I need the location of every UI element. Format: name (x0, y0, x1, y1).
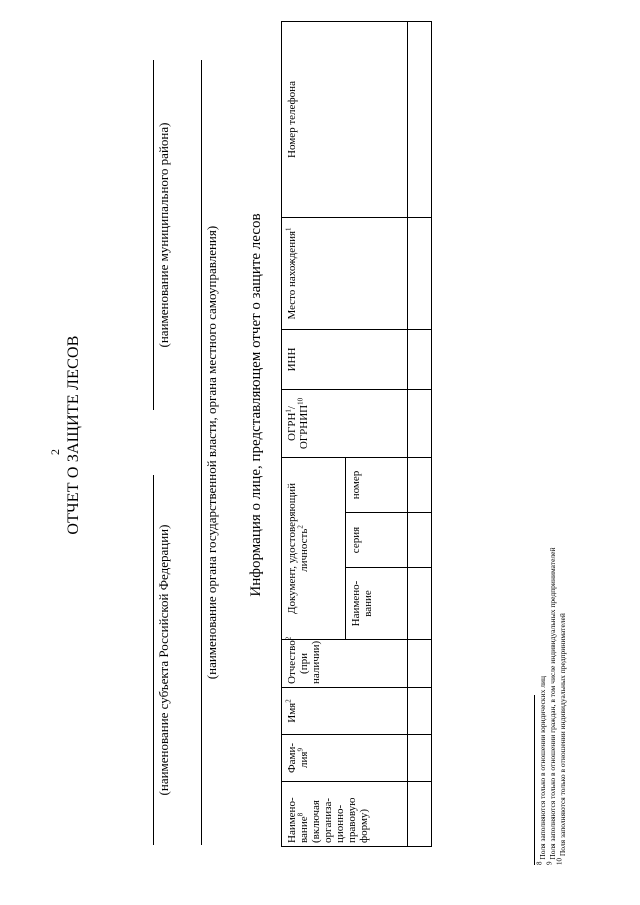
page-number: 2 (48, 449, 62, 455)
subject-line (153, 475, 154, 845)
col-patronymic: Отчество$^2$ (при наличии) (282, 640, 408, 688)
col-ogrn: ОГРН$^1$/ ОГРНИП$^{10}$ (282, 390, 408, 458)
table-cell[interactable] (408, 218, 432, 330)
table-cell[interactable] (408, 458, 432, 513)
table-cell[interactable] (408, 735, 432, 782)
authority-caption: (наименование органа государственной власти, органа местного самоуправления) (204, 225, 219, 680)
col-surname: Фами- лия$^9$ (282, 735, 408, 782)
table-cell[interactable] (408, 330, 432, 390)
col-location: Место нахождения$^1$ (282, 218, 408, 330)
table-cell[interactable] (408, 390, 432, 458)
col-phone: Номер телефона (282, 22, 408, 218)
report-title: ОТЧЕТ О ЗАЩИТЕ ЛЕСОВ (65, 335, 82, 535)
table-cell[interactable] (408, 22, 432, 218)
authority-line (201, 60, 202, 845)
col-first-name: Имя$^2$ (282, 688, 408, 735)
table-cell[interactable] (408, 568, 432, 640)
footnote-8: $^8$ Поля заполняются только в отношении юридических лиц (535, 676, 547, 865)
table-cell[interactable] (408, 782, 432, 847)
footnote-10: $^{10}$ Поля заполняются только в отношении индивидуальных предпринимателей (555, 613, 567, 865)
col-name-org: Наимено- вание$^8$ (включая организа-ционно-правовую форму) (282, 782, 408, 847)
table-row (408, 22, 432, 847)
table-cell[interactable] (408, 640, 432, 688)
footnote-9: $^9$ Поля заполняются только в отношении граждан, в том числе индивидуальных предпринимателей (545, 547, 557, 865)
section-title: Информация о лице, представляющем отчет о защите лесов (248, 213, 264, 597)
info-table (281, 21, 432, 847)
subject-caption: (наименование субъекта Российской Федерации) (156, 524, 171, 796)
col-doc-number: номер (346, 458, 408, 513)
col-inn: ИНН (282, 330, 408, 390)
footnote-rule (534, 695, 535, 865)
municipal-line (153, 60, 154, 410)
municipal-caption: (наименование муниципального района) (156, 122, 171, 348)
col-doc-name: Наимено-вание (346, 568, 408, 640)
col-identity-document: Документ, удостоверяющий личность$^2$ (282, 458, 346, 640)
table-cell[interactable] (408, 688, 432, 735)
col-doc-series: серия (346, 513, 408, 568)
table-cell[interactable] (408, 513, 432, 568)
